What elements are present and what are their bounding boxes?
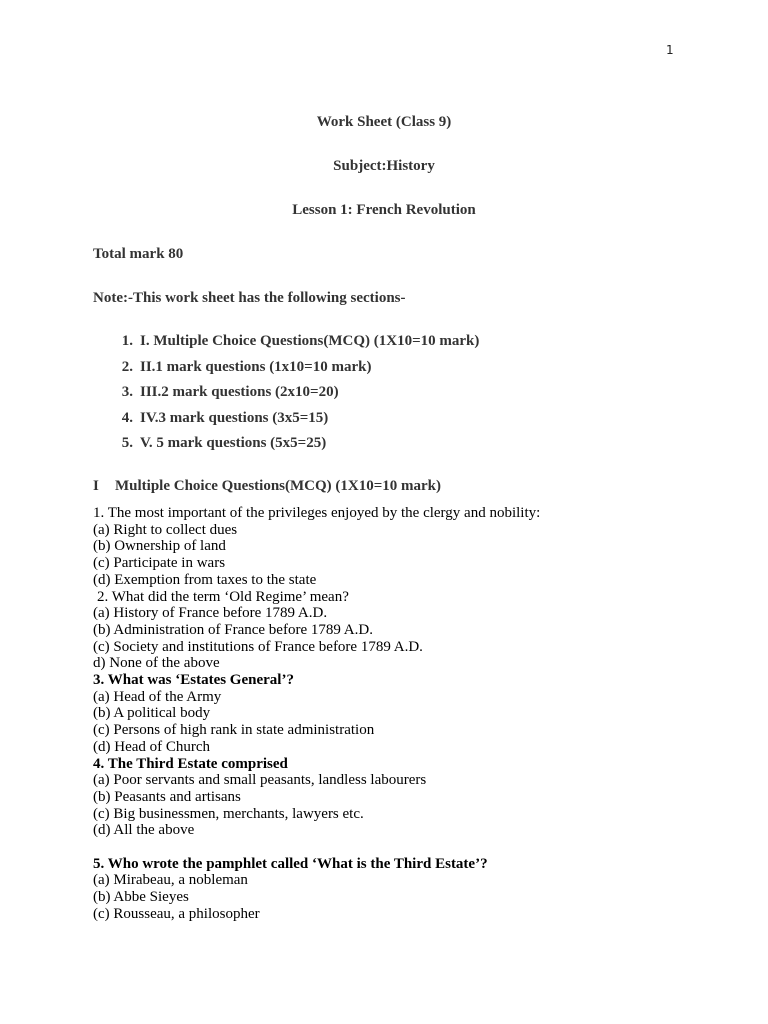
- section-item: [93, 358, 479, 384]
- question-text: 5. Who wrote the pamphlet called ‘What is the Third Estate’?: [93, 855, 488, 872]
- question: [93, 672, 733, 756]
- answer-option: (b) Ownership of land: [93, 538, 226, 555]
- answer-option: (c) Persons of high rank in state administration: [93, 722, 375, 739]
- section-label: I. Multiple Choice Questions(MCQ) (1X10=10 mark): [140, 333, 480, 349]
- answer-option: (a) Right to collect dues: [93, 521, 238, 538]
- section-roman-numeral: I: [93, 478, 99, 494]
- answer-option: (d) All the above: [93, 822, 195, 839]
- subject-line: Subject:History: [333, 158, 435, 174]
- answer-option: (b) Administration of France before 1789 A.D.: [93, 621, 373, 638]
- section-number: 2.: [121, 358, 133, 375]
- question-text: 2. What did the term ‘Old Regime’ mean?: [97, 588, 349, 605]
- answer-option: (b) Abbe Sieyes: [93, 889, 189, 906]
- section-number: 1.: [121, 333, 133, 349]
- answer-option: (d) Head of Church: [93, 738, 211, 755]
- section-heading-text: Multiple Choice Questions(MCQ) (1X10=10 mark): [115, 478, 442, 494]
- section-label: IV.3 mark questions (3x5=15): [140, 409, 329, 426]
- answer-option: (d) Exemption from taxes to the state: [93, 571, 317, 588]
- answer-option: (a) Poor servants and small peasants, landless labourers: [93, 772, 427, 789]
- answer-option: (b) A political body: [93, 705, 211, 722]
- section-label: V. 5 mark questions (5x5=25): [140, 435, 327, 451]
- answer-option: d) None of the above: [93, 655, 220, 672]
- answer-option: (a) Mirabeau, a nobleman: [93, 872, 248, 889]
- question-text: 3. What was ‘Estates General’?: [93, 672, 294, 689]
- question: [93, 505, 733, 589]
- answer-option: (c) Rousseau, a philosopher: [93, 905, 260, 922]
- section-number: 3.: [121, 384, 133, 400]
- section-item: [93, 332, 479, 358]
- answer-option: (a) Head of the Army: [93, 688, 222, 705]
- questions-block: [93, 505, 733, 923]
- section-label: III.2 mark questions (2x10=20): [140, 384, 339, 400]
- question-text: 1. The most important of the privileges enjoyed by the clergy and nobility:: [93, 505, 541, 521]
- lesson-line: Lesson 1: French Revolution: [292, 202, 476, 218]
- answer-option: (c) Society and institutions of France before 1789 A.D.: [93, 638, 423, 655]
- question: [93, 589, 733, 673]
- page-number: 1: [666, 43, 674, 57]
- answer-option: (c) Participate in wars: [93, 555, 226, 572]
- section-item: [93, 434, 479, 460]
- spacer: [93, 839, 733, 856]
- total-mark: Total mark 80: [93, 246, 184, 262]
- question-text: 4. The Third Estate comprised: [93, 755, 288, 772]
- section-item: [93, 409, 479, 435]
- section-number: 5.: [121, 435, 133, 451]
- section-label: II.1 mark questions (1x10=10 mark): [140, 358, 372, 375]
- question: [93, 756, 733, 840]
- note-line: Note:-This work sheet has the following sections-: [93, 290, 406, 306]
- answer-option: (b) Peasants and artisans: [93, 788, 241, 805]
- section-item: [93, 383, 479, 409]
- answer-option: (c) Big businessmen, merchants, lawyers etc.: [93, 805, 364, 822]
- answer-option: (a) History of France before 1789 A.D.: [93, 605, 328, 622]
- worksheet-title: Work Sheet (Class 9): [316, 114, 452, 130]
- question: [93, 856, 733, 923]
- mcq-section-heading: [93, 478, 441, 495]
- section-number: 4.: [121, 409, 133, 426]
- sections-list: [93, 332, 479, 460]
